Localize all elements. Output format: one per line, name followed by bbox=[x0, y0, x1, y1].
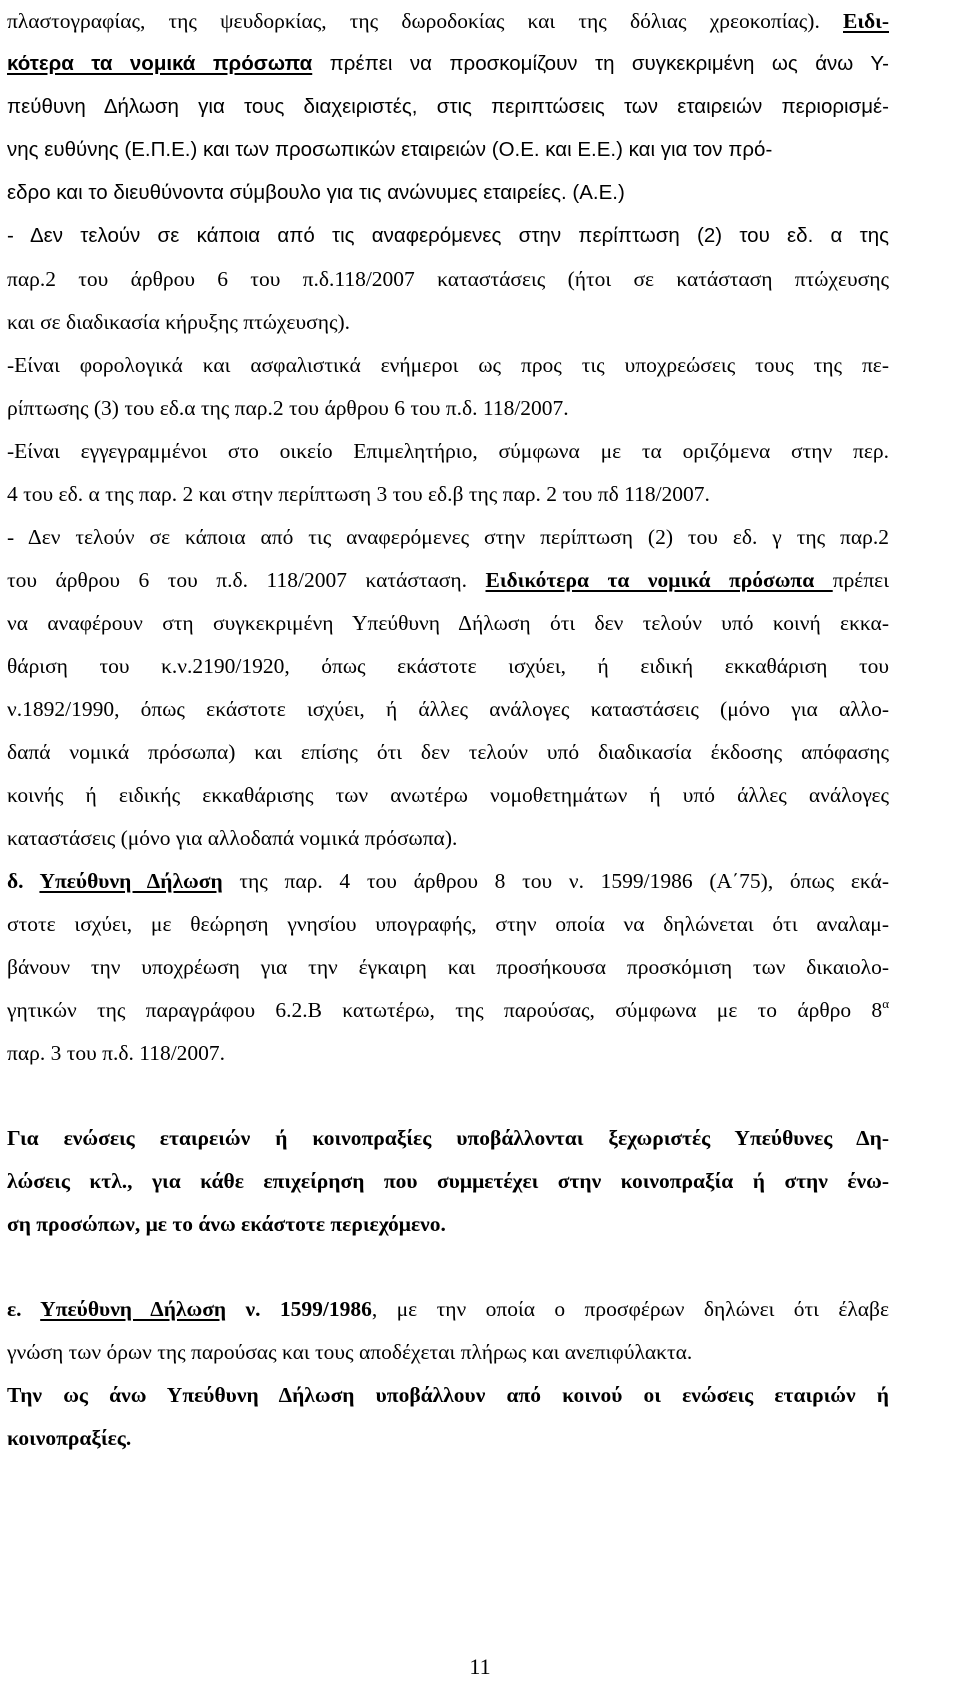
text-line bbox=[7, 393, 889, 423]
bold-text bbox=[226, 1297, 245, 1321]
bold-text: Για ενώσεις εταιρειών ή κοινοπραξίες υποβάλλονται ξεχωριστές Υπεύθυνες Δη- bbox=[7, 1126, 889, 1150]
text-run: - Δεν τελούν σε κάποια από τις αναφερόμενες στην περίπτωση (2) του εδ. α της bbox=[7, 224, 889, 247]
text-line bbox=[7, 479, 889, 509]
text-line bbox=[7, 651, 889, 681]
text-run: θάριση του κ.ν.2190/1920, όπως εκάστοτε ισχύει, ή ειδική εκκαθάριση του bbox=[7, 654, 889, 678]
text-line bbox=[7, 522, 889, 552]
text-run: ρίπτωσης (3) του εδ.α της παρ.2 του άρθρου 6 του π.δ. 118/2007. bbox=[7, 396, 569, 420]
page-number: 11 bbox=[469, 1654, 491, 1679]
text-run: καταστάσεις (μόνο για αλλοδαπά νομικά πρόσωπα). bbox=[7, 826, 458, 850]
text-line bbox=[7, 608, 889, 638]
underlined-text: κότερα τα νομικά πρόσωπα bbox=[7, 52, 313, 75]
bold-text: ε. bbox=[7, 1297, 41, 1321]
text-run: του άρθρου 6 του π.δ. 118/2007 κατάσταση. bbox=[7, 568, 486, 592]
text-line bbox=[7, 995, 889, 1025]
bold-text: ση προσώπων, με το άνω εκάστοτε περιεχόμενο. bbox=[7, 1212, 446, 1236]
text-run: δαπά νομικά πρόσωπα) και επίσης ότι δεν τελούν υπό διαδικασία έκδοσης απόφασης bbox=[7, 740, 889, 764]
superscript: α bbox=[882, 996, 889, 1011]
text-run: , με την οποία ο προσφέρων δηλώνει ότι έλαβε bbox=[371, 1297, 890, 1321]
text-line bbox=[7, 92, 889, 122]
text-run: της παρ. 4 του άρθρου 8 του ν. 1599/1986 (Α΄75), όπως εκά- bbox=[222, 869, 889, 893]
text-run: πλαστογραφίας, της ψευδορκίας, της δωροδοκίας και της δόλιας χρεοκοπίας). bbox=[7, 9, 843, 33]
text-run: πρέπει να προσκομίζουν τη συγκεκριμένη ως άνω Υ- bbox=[312, 52, 889, 75]
text-line bbox=[7, 1209, 889, 1239]
text-run: κοινής ή ειδικής εκκαθάρισης των ανωτέρω νομοθετημάτων ή υπό άλλες ανάλογες bbox=[7, 783, 889, 807]
bold-text: Την ως άνω Υπεύθυνη Δήλωση υποβάλλουν από κοινού οι ενώσεις εταιριών ή bbox=[7, 1383, 889, 1407]
text-run: στοτε ισχύει, με θεώρηση γνησίου υπογραφής, στην οποία να δηλώνεται ότι αναλαμ- bbox=[7, 912, 889, 936]
text-run: -Είναι εγγεγραμμένοι στο οικείο Επιμελητήριο, σύμφωνα με τα οριζόμενα στην περ. bbox=[7, 439, 889, 463]
text-run: νης ευθύνης (Ε.Π.Ε.) και των προσωπικών εταιρειών (Ο.Ε. και Ε.Ε.) και για τον πρό- bbox=[7, 138, 773, 161]
text-line bbox=[7, 264, 889, 294]
underlined-text: Ειδι- bbox=[843, 9, 889, 33]
text-run: πεύθυνη Δήλωση για τους διαχειριστές, στις περιπτώσεις των εταιρειών περιορισμέ- bbox=[7, 95, 889, 118]
text-line bbox=[7, 221, 889, 251]
text-run: βάνουν την υποχρέωση για την έγκαιρη και προσήκουσα προσκόμιση των δικαιολο- bbox=[7, 955, 889, 979]
text-run: γητικών της παραγράφου 6.2.Β κατωτέρω, της παρούσας, σύμφωνα με το άρθρο 8 bbox=[7, 998, 883, 1022]
text-line bbox=[7, 6, 889, 36]
text-line bbox=[7, 823, 889, 853]
text-run: - Δεν τελούν σε κάποια από τις αναφερόμενες στην περίπτωση (2) του εδ. γ της παρ.2 bbox=[7, 525, 889, 549]
text-line bbox=[7, 49, 889, 79]
text-line bbox=[7, 1423, 889, 1453]
text-line bbox=[7, 780, 889, 810]
underlined-text: Υπεύθυνη Δήλωση bbox=[39, 869, 223, 893]
text-run: 4 του εδ. α της παρ. 2 και στην περίπτωση 3 του εδ.β της παρ. 2 του πδ 118/2007. bbox=[7, 482, 710, 506]
text-run: εδρο και το διευθύνοντα σύμβουλο για τις ανώνυμες εταιρείες. (Α.Ε.) bbox=[7, 181, 625, 204]
text-line bbox=[7, 1123, 889, 1153]
text-run: να αναφέρουν στη συγκεκριμένη Υπεύθυνη Δήλωση ότι δεν τελούν υπό κοινή εκκα- bbox=[7, 611, 889, 635]
text-line bbox=[7, 350, 889, 380]
underlined-text: Ειδικότερα τα νομικά πρόσωπα bbox=[485, 568, 833, 592]
bold-text: δ. bbox=[7, 869, 40, 893]
bold-text: ν. 1599/1986 bbox=[245, 1297, 372, 1321]
text-line bbox=[7, 694, 889, 724]
text-line bbox=[7, 178, 889, 208]
text-line bbox=[7, 565, 889, 595]
text-run: πρέπει bbox=[832, 568, 889, 592]
text-run: παρ. 3 του π.δ. 118/2007. bbox=[7, 1041, 226, 1065]
text-line bbox=[7, 307, 889, 337]
text-line bbox=[7, 436, 889, 466]
text-line bbox=[7, 1166, 889, 1196]
text-line bbox=[7, 135, 889, 165]
text-line bbox=[7, 952, 889, 982]
text-line bbox=[7, 1380, 889, 1410]
text-line bbox=[7, 737, 889, 767]
text-line bbox=[7, 1038, 889, 1068]
text-run: ν.1892/1990, όπως εκάστοτε ισχύει, ή άλλες ανάλογες καταστάσεις (μόνο για αλλο- bbox=[7, 697, 889, 721]
text-run: γνώση των όρων της παρούσας και τους αποδέχεται πλήρως και ανεπιφύλακτα. bbox=[7, 1340, 693, 1364]
text-line bbox=[7, 909, 889, 939]
bold-text: λώσεις κτλ., για κάθε επιχείρηση που συμμετέχει στην κοινοπραξία ή στην ένω- bbox=[7, 1169, 889, 1193]
text-run: -Είναι φορολογικά και ασφαλιστικά ενήμεροι ως προς τις υποχρεώσεις τους της πε- bbox=[7, 353, 889, 377]
text-line bbox=[7, 866, 889, 896]
bold-text: κοινοπραξίες. bbox=[7, 1426, 132, 1450]
text-run: και σε διαδικασία κήρυξης πτώχευσης). bbox=[7, 310, 350, 334]
underlined-text: Υπεύθυνη Δήλωση bbox=[40, 1297, 227, 1321]
text-run: παρ.2 του άρθρου 6 του π.δ.118/2007 καταστάσεις (ήτοι σε κατάσταση πτώχευσης bbox=[7, 267, 889, 291]
text-line bbox=[7, 1294, 889, 1324]
text-line bbox=[7, 1337, 889, 1367]
